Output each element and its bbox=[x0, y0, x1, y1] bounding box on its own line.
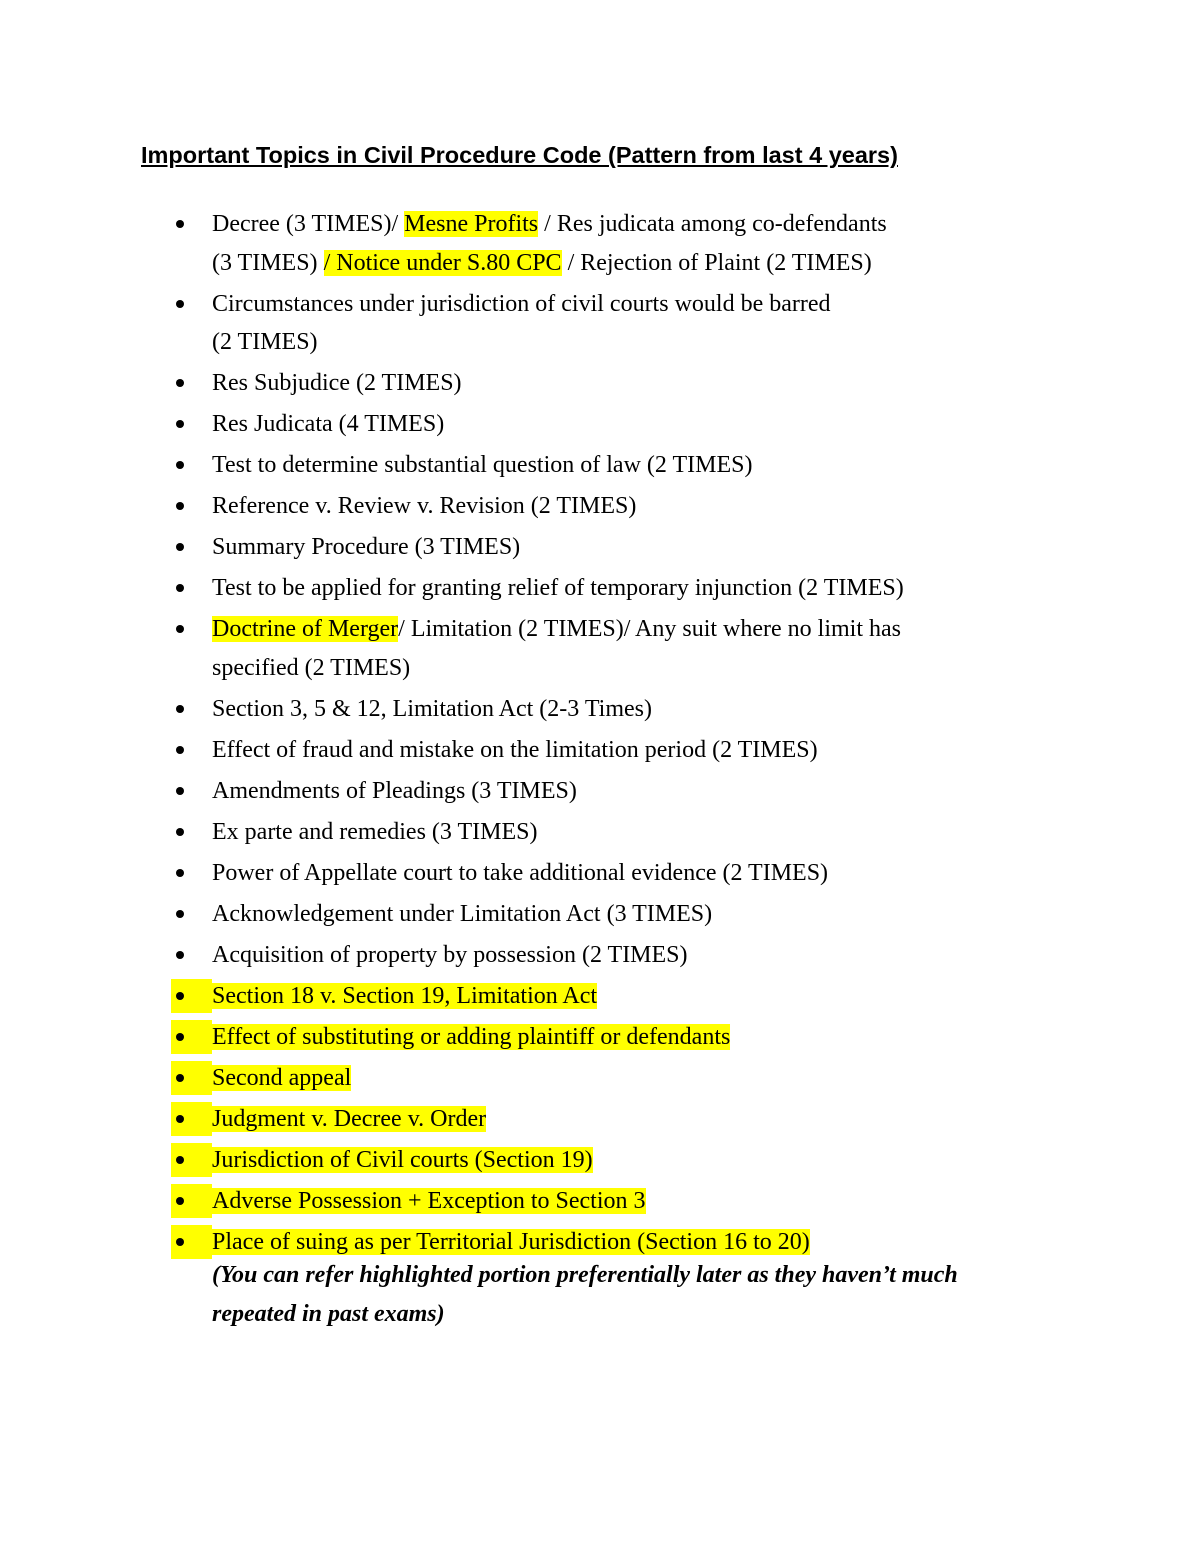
item-text: Res Judicata (4 TIMES) bbox=[212, 411, 445, 437]
bullet-icon bbox=[176, 1197, 184, 1205]
list-item-line bbox=[212, 528, 904, 567]
list-item-line bbox=[212, 487, 904, 526]
list-item-line bbox=[212, 690, 904, 729]
list-item-line bbox=[212, 205, 904, 244]
item-text: Amendments of Pleadings (3 TIMES) bbox=[212, 777, 577, 804]
footnote bbox=[212, 1256, 958, 1333]
list-item-line bbox=[212, 446, 904, 485]
list-item-line bbox=[212, 772, 904, 811]
list-item-line bbox=[212, 1059, 904, 1098]
list-item-line bbox=[212, 244, 904, 283]
list-item-line bbox=[212, 1018, 904, 1057]
list-item-line bbox=[212, 610, 904, 649]
list-item bbox=[0, 1018, 904, 1057]
footnote-line: repeated in past exams) bbox=[212, 1300, 445, 1327]
item-text: / Res judicata among co-defendants bbox=[538, 211, 887, 237]
bullet-icon bbox=[176, 300, 184, 308]
list-item bbox=[0, 977, 904, 1016]
item-text: Ex parte and remedies (3 TIMES) bbox=[212, 818, 538, 845]
list-item bbox=[0, 1182, 904, 1221]
item-text: Decree (3 TIMES)/ bbox=[212, 211, 405, 237]
list-item bbox=[0, 446, 904, 485]
item-text: Test to determine substantial question of law (2 TIMES) bbox=[212, 452, 753, 478]
highlighted-text: Jurisdiction of Civil courts (Section 19) bbox=[212, 1146, 593, 1173]
bullet-icon bbox=[176, 1238, 184, 1246]
item-text: Acknowledgement under Limitation Act (3 TIMES) bbox=[212, 900, 713, 927]
bullet-icon bbox=[176, 543, 184, 551]
item-text: Test to be applied for granting relief of temporary injunction (2 TIMES) bbox=[212, 575, 904, 601]
list-item-line bbox=[212, 323, 904, 362]
highlighted-text: Effect of substituting or adding plaintiff or defendants bbox=[212, 1023, 731, 1050]
highlighted-text: Doctrine of Merger bbox=[212, 616, 399, 642]
bullet-icon bbox=[176, 1156, 184, 1164]
bullet-icon bbox=[176, 828, 184, 836]
highlighted-text: Judgment v. Decree v. Order bbox=[212, 1105, 487, 1132]
bullet-icon bbox=[176, 379, 184, 387]
highlighted-text: Mesne Profits bbox=[404, 211, 539, 237]
list-item-line bbox=[212, 977, 904, 1016]
bullet-icon bbox=[176, 1033, 184, 1041]
item-text: Effect of fraud and mistake on the limitation period (2 TIMES) bbox=[212, 736, 818, 763]
item-text: Reference v. Review v. Revision (2 TIMES) bbox=[212, 493, 637, 519]
bullet-icon bbox=[176, 951, 184, 959]
item-text: Res Subjudice (2 TIMES) bbox=[212, 370, 462, 396]
bullet-icon bbox=[176, 461, 184, 469]
bullet-icon bbox=[176, 787, 184, 795]
list-item-line bbox=[212, 854, 904, 893]
bullet-icon bbox=[176, 992, 184, 1000]
highlighted-text: Section 18 v. Section 19, Limitation Act bbox=[212, 982, 598, 1009]
item-text: (2 TIMES) bbox=[212, 329, 318, 355]
bullet-icon bbox=[176, 625, 184, 633]
list-item-line bbox=[212, 569, 904, 608]
list-item-line bbox=[212, 405, 904, 444]
item-text: Acquisition of property by possession (2 TIMES) bbox=[212, 941, 688, 968]
bullet-icon bbox=[176, 220, 184, 228]
list-item bbox=[0, 1100, 904, 1139]
item-text: specified (2 TIMES) bbox=[212, 654, 411, 681]
document-title: Important Topics in Civil Procedure Code (Pattern from last 4 years) bbox=[141, 142, 898, 168]
list-item bbox=[0, 1059, 904, 1098]
highlighted-text: Place of suing as per Territorial Jurisdiction (Section 16 to 20) bbox=[212, 1228, 810, 1255]
list-item bbox=[0, 895, 904, 934]
bullet-icon bbox=[176, 869, 184, 877]
item-text: Circumstances under jurisdiction of civil courts would be barred bbox=[212, 290, 831, 317]
item-text: Summary Procedure (3 TIMES) bbox=[212, 534, 521, 560]
list-item bbox=[0, 205, 904, 282]
bullet-icon bbox=[176, 705, 184, 713]
list-item bbox=[0, 528, 904, 567]
list-item-line bbox=[212, 1100, 904, 1139]
bullet-icon bbox=[176, 1074, 184, 1082]
bullet-icon bbox=[176, 1115, 184, 1123]
highlighted-text: Adverse Possession + Exception to Section 3 bbox=[212, 1187, 646, 1214]
list-item-line bbox=[212, 895, 904, 934]
highlighted-text: Second appeal bbox=[212, 1064, 352, 1091]
list-item bbox=[0, 854, 904, 893]
list-item bbox=[0, 405, 904, 444]
bullet-icon bbox=[176, 584, 184, 592]
list-item-line bbox=[212, 1141, 904, 1180]
list-item bbox=[0, 1141, 904, 1180]
list-item-line bbox=[212, 285, 904, 324]
list-item bbox=[0, 690, 904, 729]
topic-list bbox=[0, 205, 904, 1264]
list-item-line bbox=[212, 1182, 904, 1221]
list-item bbox=[0, 610, 904, 687]
list-item bbox=[0, 285, 904, 362]
item-text: / Limitation (2 TIMES)/ Any suit where no limit has bbox=[398, 616, 902, 642]
highlighted-text: / Notice under S.80 CPC bbox=[323, 249, 562, 276]
footnote-line: (You can refer highlighted portion preferentially later as they haven’t much bbox=[212, 1262, 958, 1288]
list-item-line bbox=[212, 813, 904, 852]
item-text: / Rejection of Plaint (2 TIMES) bbox=[561, 249, 872, 276]
item-text: Section 3, 5 & 12, Limitation Act (2-3 Times) bbox=[212, 695, 652, 722]
list-item bbox=[0, 487, 904, 526]
bullet-icon bbox=[176, 910, 184, 918]
bullet-icon bbox=[176, 502, 184, 510]
list-item-line bbox=[212, 731, 904, 770]
list-item-line bbox=[212, 364, 904, 403]
list-item bbox=[0, 569, 904, 608]
item-text: (3 TIMES) bbox=[212, 249, 324, 276]
bullet-icon bbox=[176, 420, 184, 428]
list-item bbox=[0, 364, 904, 403]
list-item-line bbox=[212, 649, 904, 688]
list-item bbox=[0, 772, 904, 811]
list-item bbox=[0, 936, 904, 975]
list-item bbox=[0, 813, 904, 852]
list-item bbox=[0, 731, 904, 770]
item-text: Power of Appellate court to take additional evidence (2 TIMES) bbox=[212, 859, 829, 886]
bullet-icon bbox=[176, 746, 184, 754]
list-item-line bbox=[212, 936, 904, 975]
